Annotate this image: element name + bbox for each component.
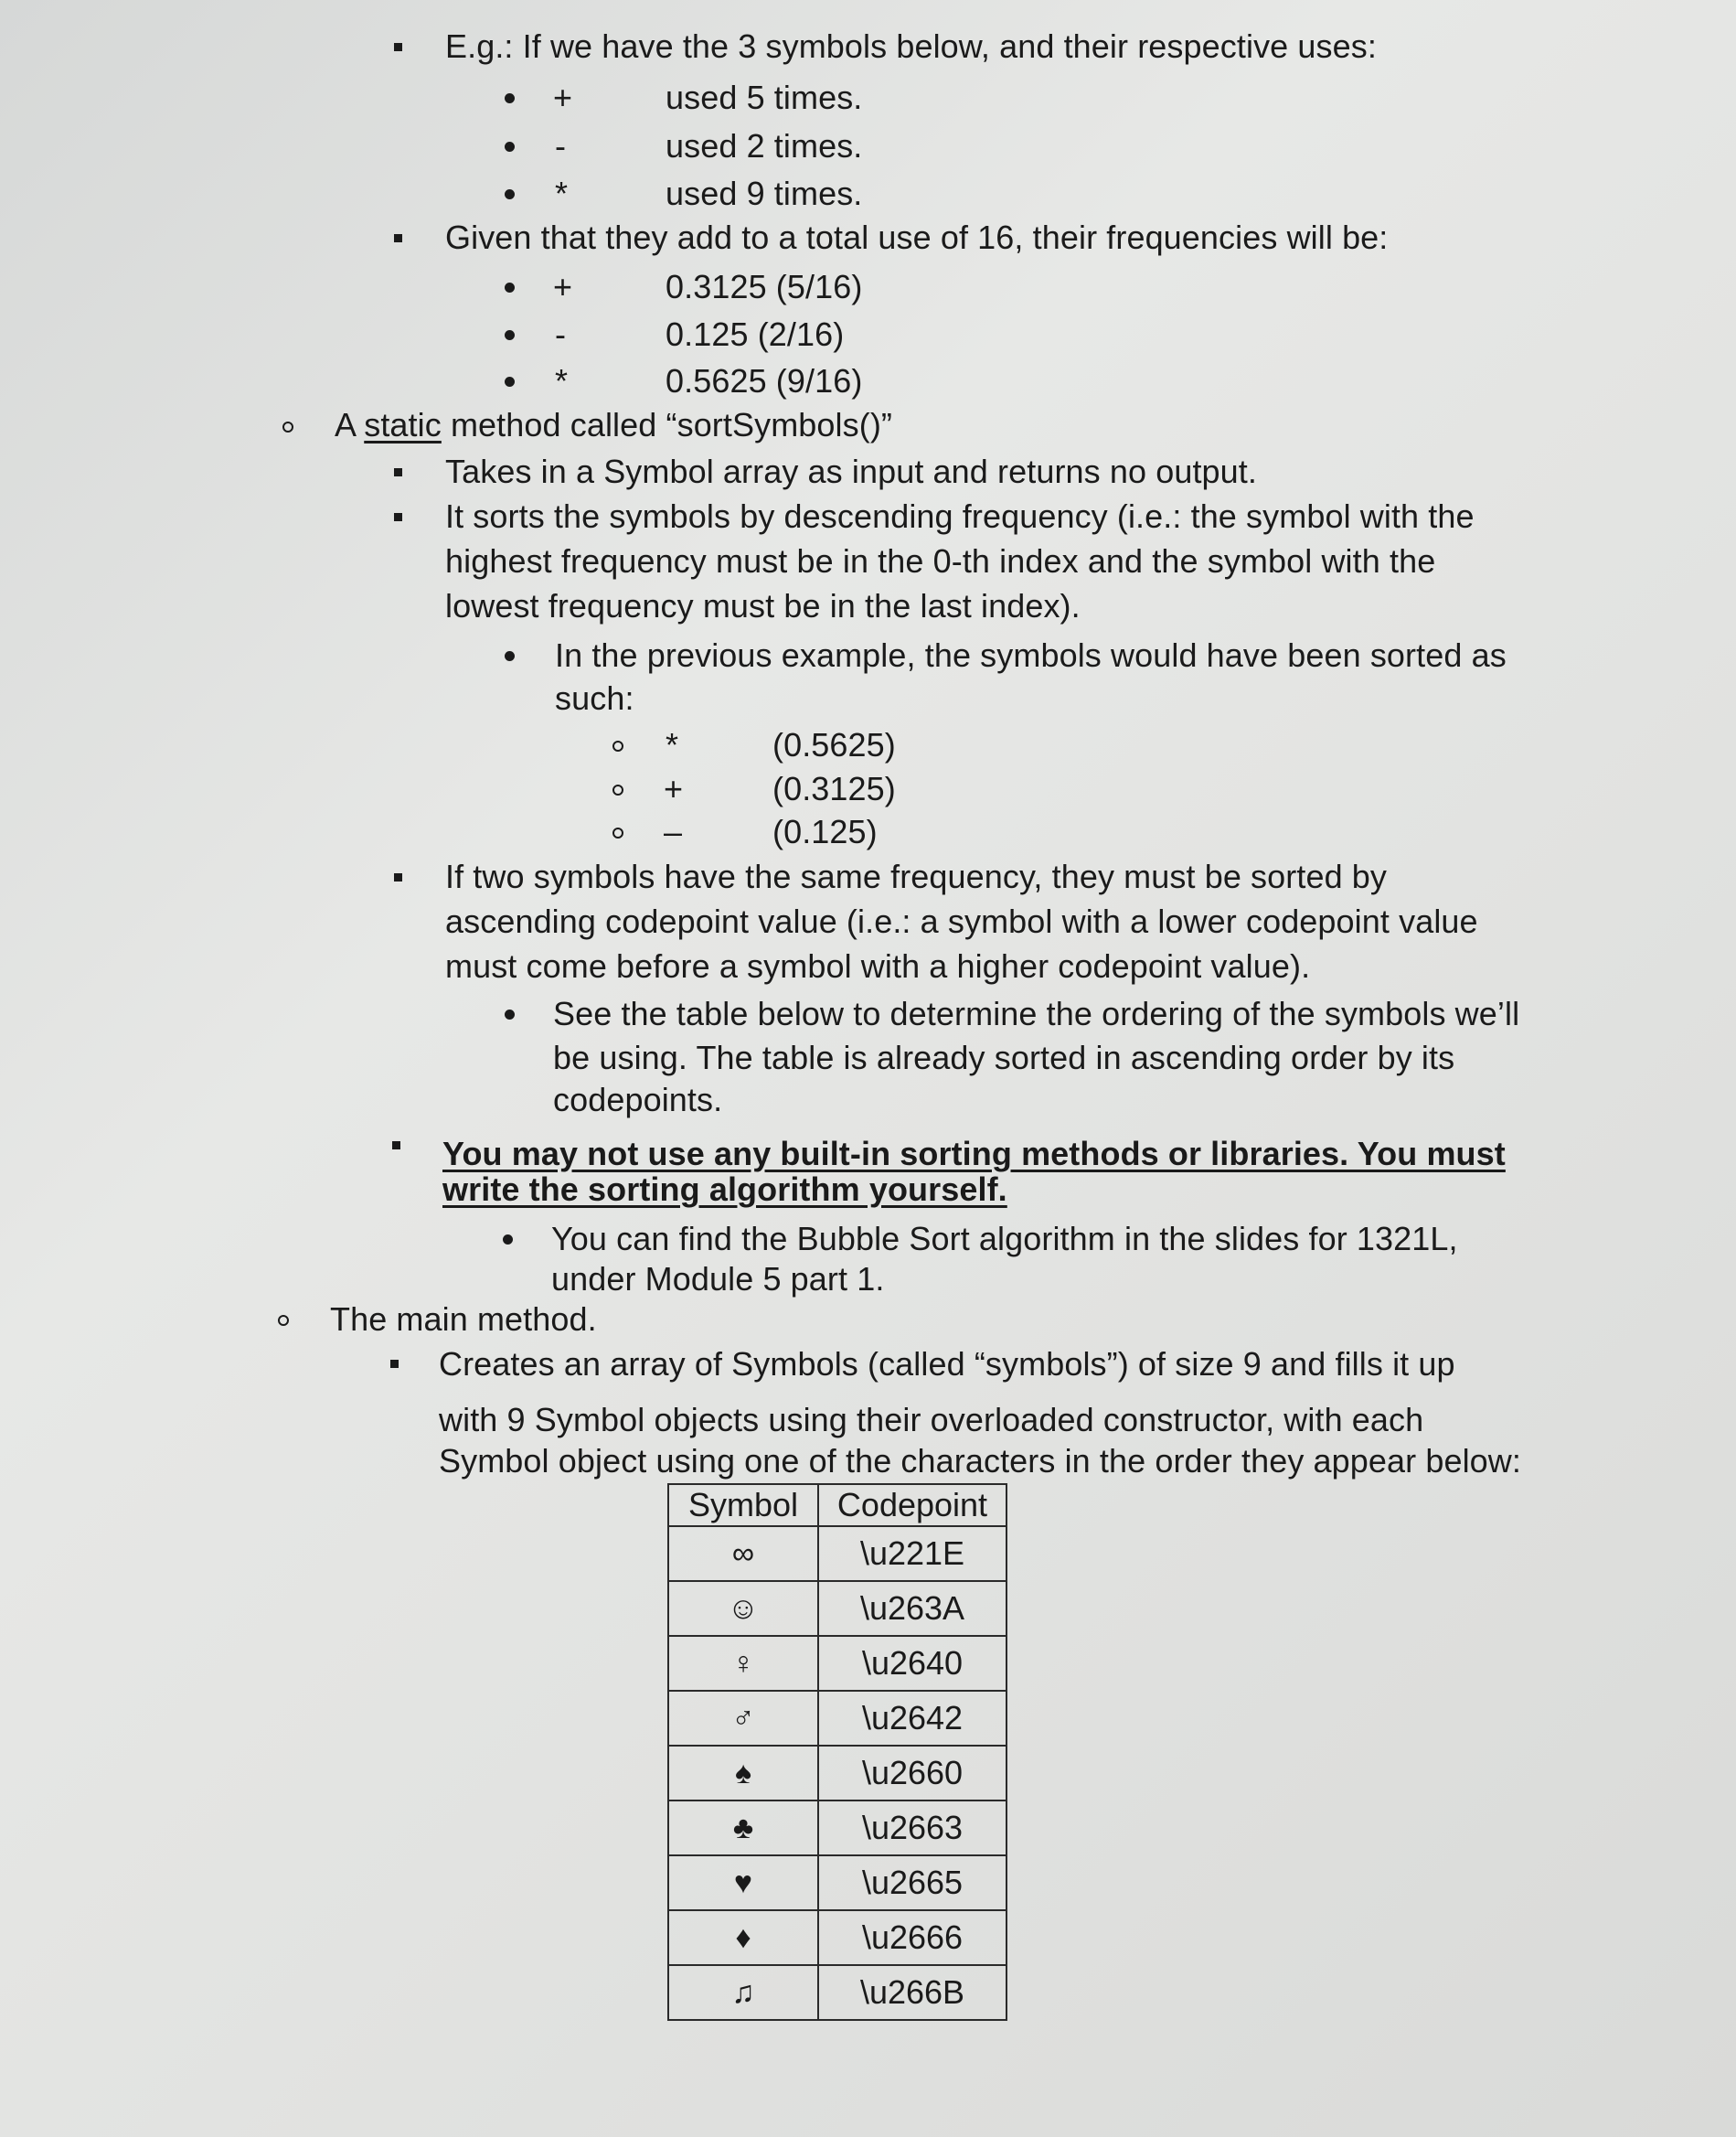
symbol-cell: ♣ xyxy=(668,1800,818,1855)
round-bullet-icon xyxy=(505,93,515,103)
symbol-cell: ♦ xyxy=(668,1910,818,1965)
symbol-cell: ♂ xyxy=(668,1691,818,1746)
round-bullet-icon xyxy=(505,377,515,387)
bubble-line1: You can find the Bubble Sort algorithm in the slides for 1321L, xyxy=(551,1220,1458,1257)
codepoint-cell: \u266B xyxy=(818,1965,1006,2020)
main-point-line2: with 9 Symbol objects using their overloaded constructor, with each xyxy=(439,1401,1424,1438)
symbol-cell: ♫ xyxy=(668,1965,818,2020)
table-note-line1: See the table below to determine the ordering of the symbols we’ll xyxy=(553,995,1520,1032)
example-intro: E.g.: If we have the 3 symbols below, and their respective uses: xyxy=(445,27,1377,65)
freq-symbol: * xyxy=(555,362,569,400)
tie-rule-line3: must come before a symbol with a higher codepoint value). xyxy=(445,947,1311,985)
table-row xyxy=(668,1800,1006,1855)
hollow-bullet-icon xyxy=(278,1315,289,1326)
table-note-line3: codepoints. xyxy=(553,1081,723,1118)
use-text: used 9 times. xyxy=(666,175,863,212)
codepoint-cell: \u263A xyxy=(818,1581,1006,1636)
square-bullet-icon xyxy=(390,1360,399,1368)
tie-rule-line1: If two symbols have the same frequency, they must be sorted by xyxy=(445,858,1388,895)
codepoint-cell: \u2642 xyxy=(818,1691,1006,1746)
sort-example-line1: In the previous example, the symbols would have been sorted as xyxy=(555,636,1507,674)
sorted-symbol: – xyxy=(664,813,683,850)
tie-rule-line2: ascending codepoint value (i.e.: a symbol with a lower codepoint value xyxy=(445,903,1478,940)
sorted-value: (0.3125) xyxy=(772,770,896,807)
table-row xyxy=(668,1691,1006,1746)
table-row xyxy=(668,1910,1006,1965)
codepoint-cell: \u2640 xyxy=(818,1636,1006,1691)
table-row xyxy=(668,1855,1006,1910)
codepoint-cell: \u2665 xyxy=(818,1855,1006,1910)
sorted-symbol: * xyxy=(666,726,679,764)
symbol-cell: ∞ xyxy=(668,1526,818,1581)
table-row xyxy=(668,1746,1006,1800)
freq-text: 0.5625 (9/16) xyxy=(666,362,863,400)
table-header-row xyxy=(668,1484,1006,1526)
sort-method-heading: A static method called “sortSymbols()” xyxy=(335,406,893,443)
symbol-cell: ♀ xyxy=(668,1636,818,1691)
freq-symbol: + xyxy=(553,268,573,305)
codepoint-cell: \u221E xyxy=(818,1526,1006,1581)
symbol-codepoint-table xyxy=(667,1483,1007,2021)
main-method-heading: The main method. xyxy=(330,1300,597,1338)
sort-point-input: Takes in a Symbol array as input and returns no output. xyxy=(445,453,1257,490)
hollow-bullet-icon xyxy=(282,422,293,433)
use-symbol: + xyxy=(553,79,573,116)
sorted-value: (0.125) xyxy=(772,813,878,850)
table-row xyxy=(668,1965,1006,2020)
sorted-symbol: + xyxy=(664,770,684,807)
sort-point-desc-line2: highest frequency must be in the 0-th index and the symbol with the xyxy=(445,542,1436,580)
round-bullet-icon xyxy=(505,1010,515,1020)
hollow-bullet-icon xyxy=(612,828,623,839)
square-bullet-icon xyxy=(394,234,402,242)
use-symbol: * xyxy=(555,175,569,212)
codepoint-cell: \u2663 xyxy=(818,1800,1006,1855)
codepoint-cell: \u2666 xyxy=(818,1910,1006,1965)
table-row xyxy=(668,1526,1006,1581)
table-row xyxy=(668,1636,1006,1691)
freq-text: 0.125 (2/16) xyxy=(666,315,845,353)
freq-text: 0.3125 (5/16) xyxy=(666,268,863,305)
sort-point-desc-line1: It sorts the symbols by descending frequency (i.e.: the symbol with the xyxy=(445,497,1475,535)
hollow-bullet-icon xyxy=(612,785,623,796)
round-bullet-icon xyxy=(505,142,515,152)
freq-symbol: - xyxy=(555,315,566,353)
symbol-cell: ♥ xyxy=(668,1855,818,1910)
use-symbol: - xyxy=(555,127,566,165)
square-bullet-icon xyxy=(394,468,402,476)
hollow-bullet-icon xyxy=(612,741,623,752)
round-bullet-icon xyxy=(505,651,515,661)
table-row xyxy=(668,1581,1006,1636)
main-point-line1: Creates an array of Symbols (called “symbols”) of size 9 and fills it up xyxy=(439,1345,1455,1383)
round-bullet-icon xyxy=(505,283,515,293)
sorted-value: (0.5625) xyxy=(772,726,896,764)
total-line: Given that they add to a total use of 16, their frequencies will be: xyxy=(445,219,1389,256)
sort-example-line2: such: xyxy=(555,679,634,717)
table-header-codepoint: Codepoint xyxy=(818,1484,1006,1526)
round-bullet-icon xyxy=(505,189,515,199)
main-point-line3: Symbol object using one of the characters in the order they appear below: xyxy=(439,1442,1521,1480)
square-bullet-icon xyxy=(394,873,402,882)
table-header-symbol: Symbol xyxy=(668,1484,818,1526)
square-bullet-icon xyxy=(394,513,402,521)
symbol-cell: ♠ xyxy=(668,1746,818,1800)
round-bullet-icon xyxy=(505,330,515,340)
square-bullet-icon xyxy=(392,1141,400,1149)
warning-line1: You may not use any built-in sorting methods or libraries. You must xyxy=(442,1135,1506,1172)
use-text: used 5 times. xyxy=(666,79,863,116)
table-note-line2: be using. The table is already sorted in ascending order by its xyxy=(553,1039,1455,1076)
use-text: used 2 times. xyxy=(666,127,863,165)
square-bullet-icon xyxy=(394,43,402,51)
round-bullet-icon xyxy=(503,1234,513,1245)
sort-point-desc-line3: lowest frequency must be in the last index). xyxy=(445,587,1081,625)
codepoint-cell: \u2660 xyxy=(818,1746,1006,1800)
bubble-line2: under Module 5 part 1. xyxy=(551,1260,885,1298)
warning-line2: write the sorting algorithm yourself. xyxy=(442,1170,1007,1208)
symbol-cell: ☺ xyxy=(668,1581,818,1636)
